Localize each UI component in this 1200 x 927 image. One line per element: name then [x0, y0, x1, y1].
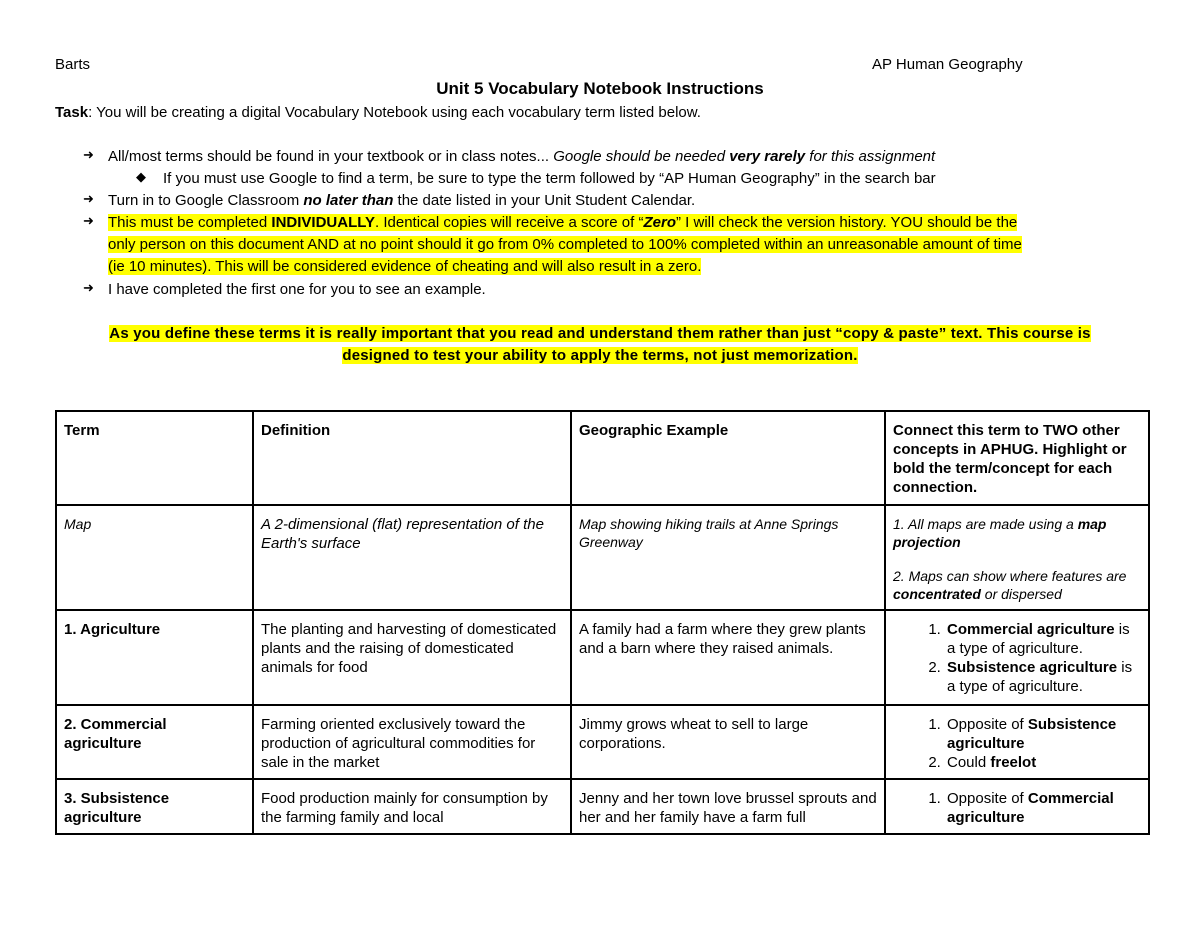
table-row-example [56, 505, 1149, 610]
task-line [55, 104, 701, 121]
cell-example[interactable]: Jenny and her town love brussel sprouts and her and her family have a farm full [571, 779, 885, 834]
cell-term[interactable]: 1. Agriculture [56, 610, 253, 705]
table-row [56, 610, 1149, 705]
cell-connect[interactable]: 1. Opposite of Commercial agriculture [885, 779, 1149, 834]
page-title: Unit 5 Vocabulary Notebook Instructions [436, 79, 764, 98]
vocabulary-table [55, 410, 1150, 835]
important-callout: As you define these terms it is really important that you read and understand them rather than just “copy & paste” text. This course is designed to test your ability to apply the terms, not just memorization. [109, 325, 1091, 364]
header-connect: Connect this term to TWO other concepts in APHUG. Highlight or bold the term/concept for each connection. [885, 411, 1149, 505]
task-label: Task [55, 104, 89, 121]
arrow-bullet-icon: ➜ [83, 213, 94, 228]
cell-term[interactable]: 3. Subsistence agriculture [56, 779, 253, 834]
author-name: Barts [55, 56, 91, 73]
header-example: Geographic Example [571, 411, 885, 505]
cell-term[interactable]: 2. Commercial agriculture [56, 705, 253, 779]
cell-definition[interactable]: A 2-dimensional (flat) representation of the Earth's surface [253, 505, 571, 610]
bullet-textbook: All/most terms should be found in your textbook or in class notes... Google should be needed very rarely for this assignment [108, 148, 936, 165]
table-row [56, 779, 1149, 834]
cell-connect[interactable]: 1. Commercial agriculture is a type of agriculture. 2. Subsistence agriculture is a type of agriculture. [885, 610, 1149, 705]
cell-example[interactable]: Map showing hiking trails at Anne Springs Greenway [571, 505, 885, 610]
cell-example[interactable]: Jimmy grows wheat to sell to large corporations. [571, 705, 885, 779]
header-definition: Definition [253, 411, 571, 505]
cell-definition[interactable]: Food production mainly for consumption by the farming family and local [253, 779, 571, 834]
cell-definition[interactable]: The planting and harvesting of domesticated plants and the raising of domesticated animals for food [253, 610, 571, 705]
course-name: AP Human Geography [872, 56, 1023, 73]
header-term: Term [56, 411, 253, 505]
bullet-example: I have completed the first one for you to see an example. [108, 281, 486, 298]
cell-connect[interactable]: 1. Opposite of Subsistence agriculture 2. Could freelot [885, 705, 1149, 779]
table-row [56, 705, 1149, 779]
arrow-bullet-icon: ➜ [83, 147, 94, 162]
cell-term[interactable]: Map [56, 505, 253, 610]
diamond-bullet-icon: ◆ [136, 169, 146, 184]
cell-connect[interactable]: 1. All maps are made using a map projection 2. Maps can show where features are concentrated or dispersed [885, 505, 1149, 610]
task-text: : You will be creating a digital Vocabulary Notebook using each vocabulary term listed below. [88, 104, 701, 121]
arrow-bullet-icon: ➜ [83, 191, 94, 206]
cell-example[interactable]: A family had a farm where they grew plants and a barn where they raised animals. [571, 610, 885, 705]
bullet-individually: This must be completed INDIVIDUALLY. Identical copies will receive a score of “Zero” I will check the version history. YOU should be the only person on this document AND at no point should it go from 0% completed to 100% completed within an unreasonable amount of time (ie 10 minutes). This will be considered evidence of cheating and will also result in a zero. [108, 214, 1022, 275]
subbullet-google: If you must use Google to find a term, be sure to type the term followed by “AP Human Geography” in the search bar [163, 170, 936, 187]
cell-definition[interactable]: Farming oriented exclusively toward the production of agricultural commodities for sale in the market [253, 705, 571, 779]
arrow-bullet-icon: ➜ [83, 280, 94, 295]
bullet-turn-in: Turn in to Google Classroom no later than the date listed in your Unit Student Calendar. [108, 192, 696, 209]
table-header-row [56, 411, 1149, 505]
